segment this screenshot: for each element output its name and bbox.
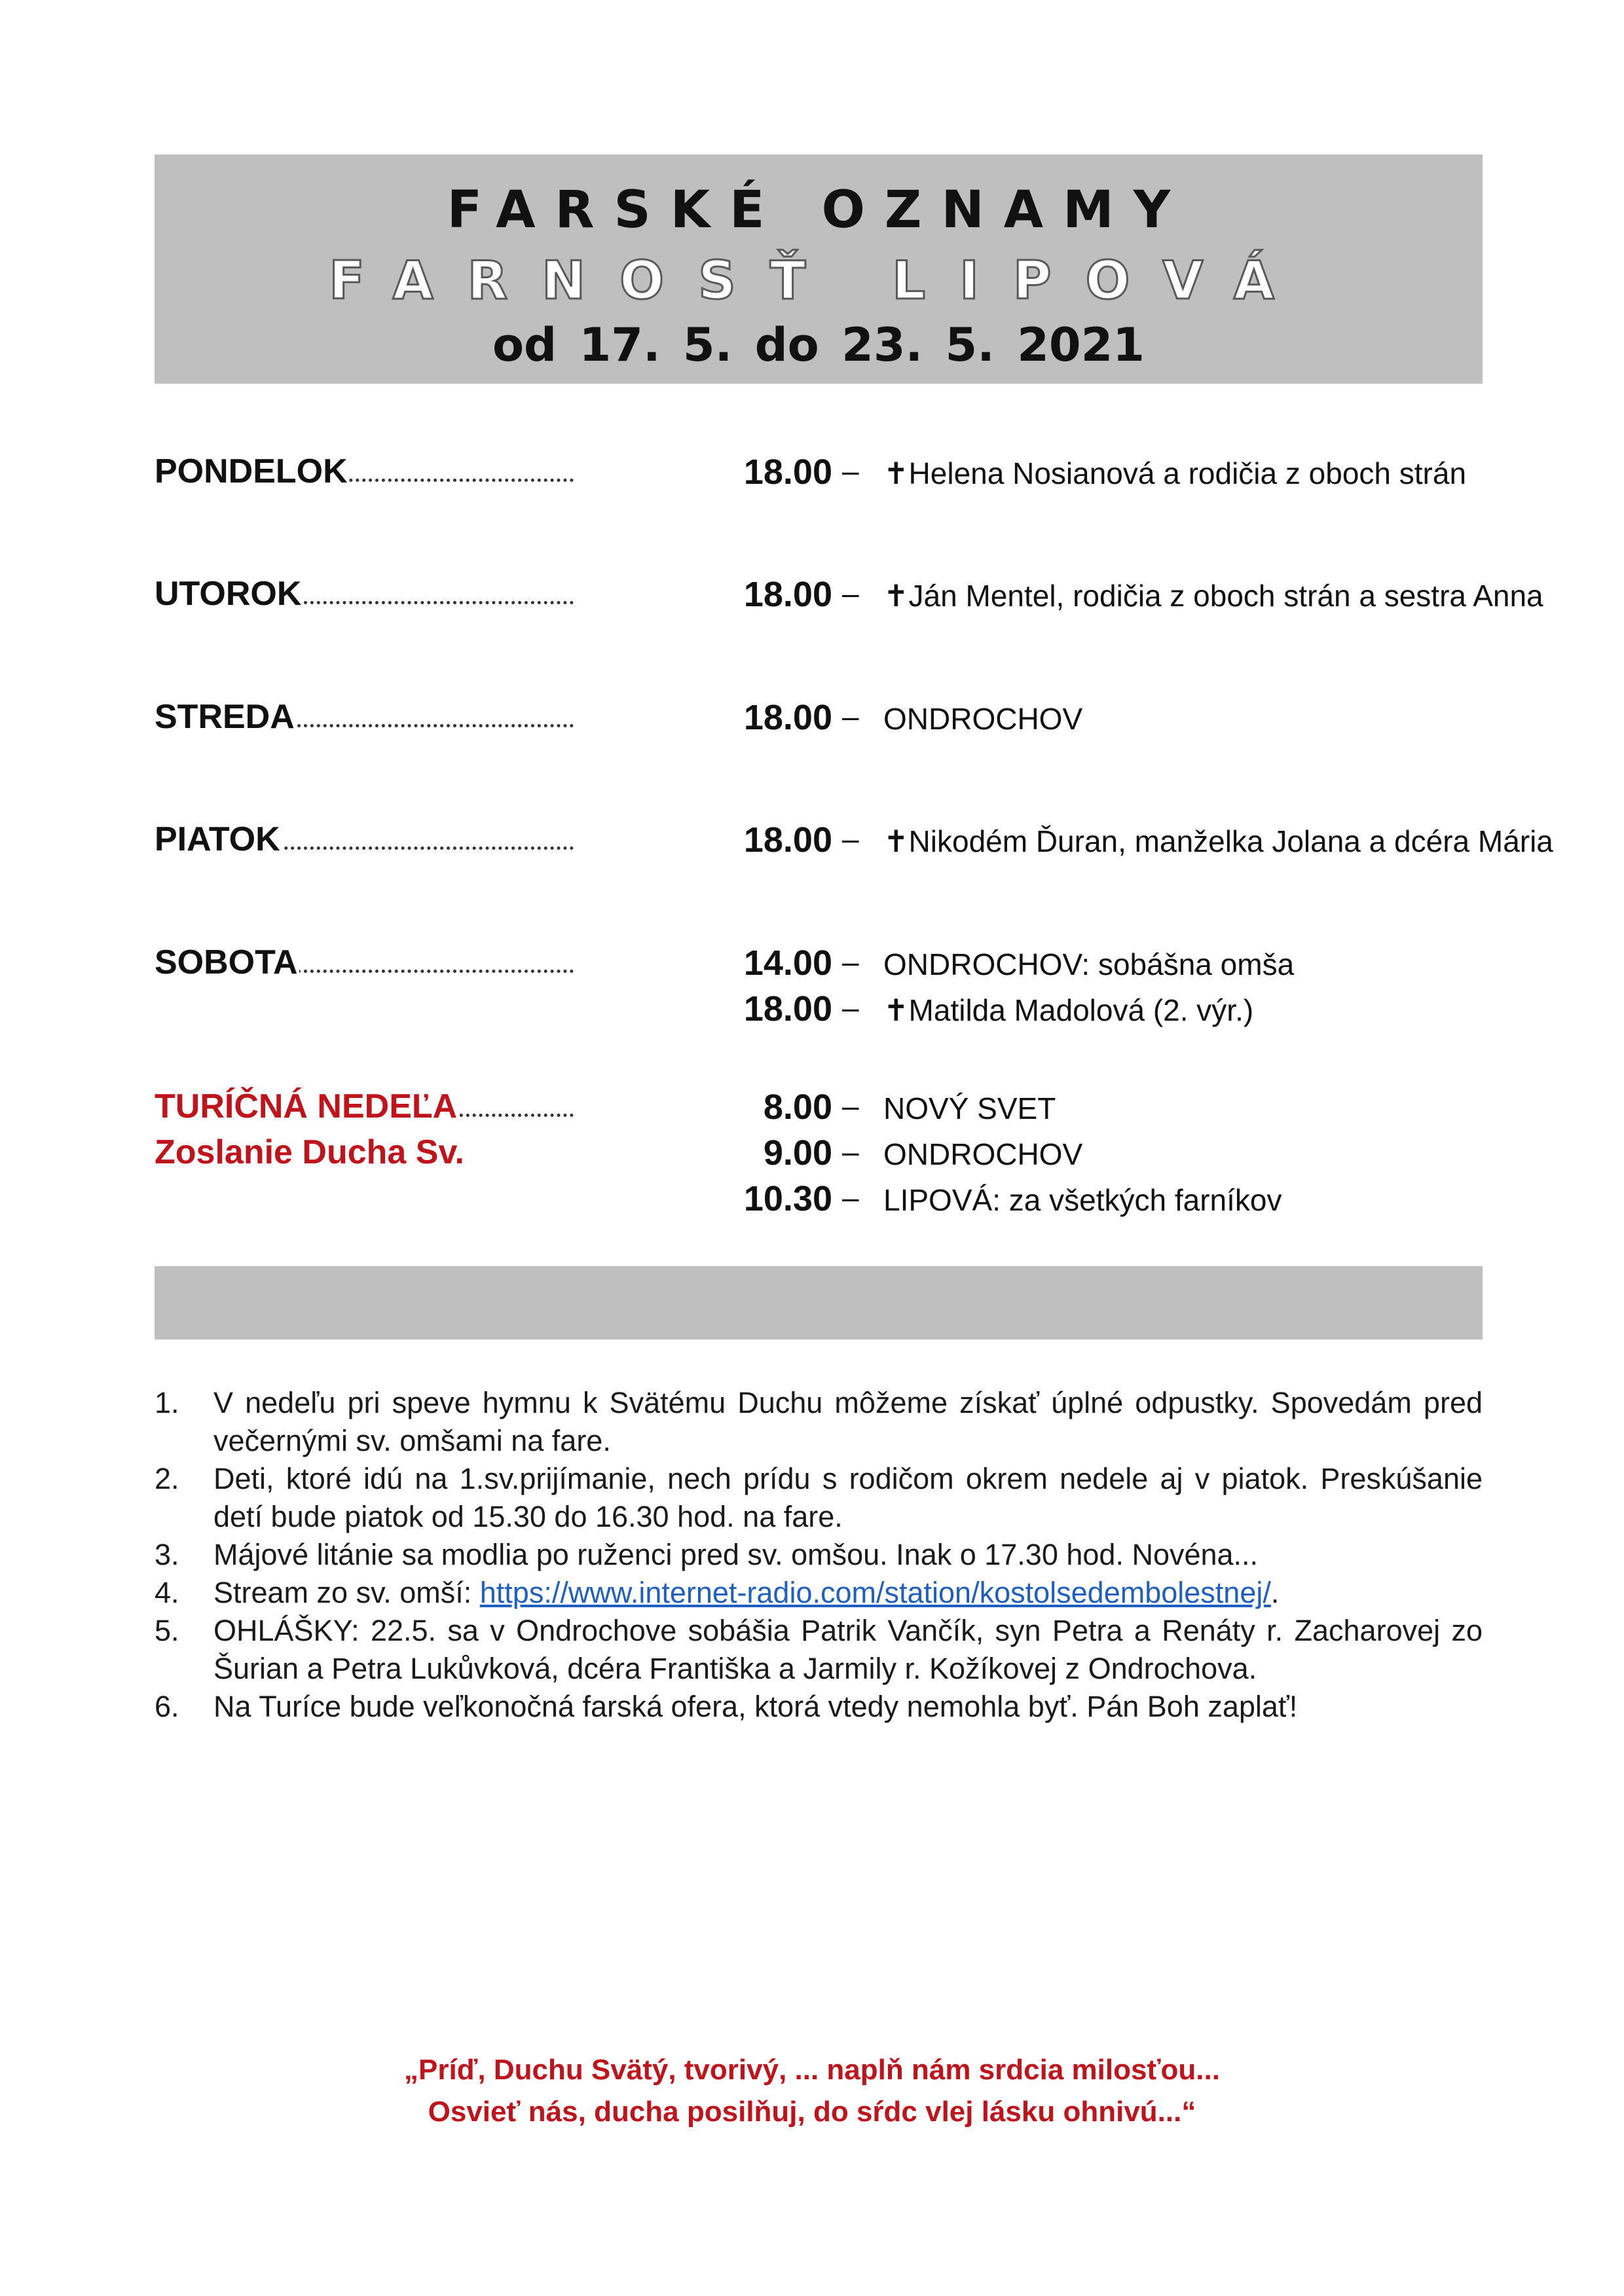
schedule-row-friday: [155, 820, 1553, 866]
list-item: 6. Na Turíce bude veľkonočná farská ofera, ktorá vtedy nemohla byť. Pán Boh zaplať!: [155, 1690, 1298, 1723]
dash: –: [842, 991, 859, 1025]
page-title: FARSKÉ OZNAMY: [447, 181, 1190, 240]
dash: –: [842, 1180, 859, 1214]
dash: –: [842, 1135, 859, 1169]
list-item: 1. V nedeľu pri speve hymnu k Svätému Duchu môžeme získať úplné odpustky. Spovedám pred večernými sv. omšami na fare.: [155, 1386, 1483, 1457]
mass-time: 14.00: [743, 943, 832, 983]
day-label: TURÍČNÁ NEDEĽA: [155, 1087, 580, 1126]
dash: –: [842, 822, 859, 856]
list-item: 5. OHLÁŠKY: 22.5. sa v Ondrochove sobášia Patrik Vančík, syn Petra a Renáty r. Zacharovej zo Šurian a Petra Lukůvková, dcéra Františka a Jarmily r. Kožíkovej z Ondrochova.: [155, 1614, 1483, 1685]
schedule-row-saturday-2: [155, 989, 1530, 1034]
schedule-row-wednesday: [155, 697, 1530, 743]
announcements-list: [155, 1384, 1483, 1726]
day-label: STREDA: [155, 697, 580, 737]
stream-link[interactable]: https://www.internet-radio.com/station/kostolsedembolestnej/: [479, 1576, 1271, 1609]
mass-time: 9.00: [763, 1133, 832, 1173]
feast-subtitle: Zoslanie Ducha Sv.: [155, 1133, 464, 1171]
day-label: SOBOTA: [155, 943, 580, 982]
mass-time: 18.00: [743, 820, 832, 860]
quote-line: „Príď, Duchu Svätý, tvorivý, ... naplň nám srdcia milosťou...: [404, 2054, 1220, 2086]
list-item: 2. Deti, ktoré idú na 1.sv.prijímanie, nech prídu s rodičom okrem nedele aj v piatok. Preskúšanie detí bude piatok od 15.30 do 16.30 hod. na fare.: [155, 1462, 1483, 1533]
mass-time: 18.00: [743, 989, 832, 1029]
quote-line: Osvieť nás, ducha posilňuj, do sŕdc vlej lásku ohnivú...“: [428, 2096, 1196, 2128]
list-item: 4. Stream zo sv. omší: https://www.internet-radio.com/station/kostolsedembolestnej/.: [155, 1576, 1280, 1609]
list-item: 3. Májové litánie sa modlia po ruženci pred sv. omšou. Inak o 17.30 hod. Novéna...: [155, 1538, 1259, 1571]
mass-time: 18.00: [743, 698, 832, 737]
schedule-row-monday: [155, 452, 1530, 498]
mass-intention: ONDROCHOV: [883, 702, 1083, 736]
mass-time: 18.00: [743, 575, 832, 614]
mass-intention: NOVÝ SVET: [883, 1091, 1056, 1125]
dash: –: [842, 945, 859, 979]
dash: –: [842, 576, 859, 610]
mass-time: 8.00: [763, 1087, 832, 1127]
date-range: od 17. 5. do 23. 5. 2021: [492, 318, 1145, 372]
day-label: PONDELOK: [155, 452, 580, 491]
schedule-row-sunday-3: [155, 1178, 1530, 1224]
divider-bar: [155, 1266, 1483, 1339]
mass-intention: ONDROCHOV: [883, 1137, 1083, 1171]
schedule-row-sunday-2: [155, 1133, 1530, 1178]
dash: –: [842, 1089, 859, 1123]
mass-intention: ✝Matilda Madolová (2. výr.): [883, 993, 1254, 1027]
schedule-row-sunday: [155, 1087, 1530, 1133]
dash: –: [842, 454, 859, 488]
mass-time: 18.00: [743, 452, 832, 492]
mass-intention: ✝Helena Nosianová a rodičia z oboch strán: [883, 456, 1467, 490]
day-label: PIATOK: [155, 820, 580, 859]
mass-time: 10.30: [743, 1179, 832, 1218]
closing-quote: [0, 2049, 1624, 2133]
dash: –: [842, 699, 859, 733]
header-banner: [155, 155, 1483, 384]
schedule-row-tuesday: [155, 574, 1543, 620]
schedule-row-saturday: [155, 943, 1530, 989]
day-label: UTOROK: [155, 574, 580, 613]
mass-intention: LIPOVÁ: za všetkých farníkov: [883, 1183, 1282, 1217]
mass-intention: ONDROCHOV: sobášna omša: [883, 947, 1295, 981]
mass-intention: ✝Nikodém Ďuran, manželka Jolana a dcéra Mária: [883, 824, 1553, 858]
mass-intention: ✝Ján Mentel, rodičia z oboch strán a sestra Anna: [883, 579, 1543, 613]
parish-name: FARNOSŤ LIPOVÁ: [329, 250, 1308, 311]
